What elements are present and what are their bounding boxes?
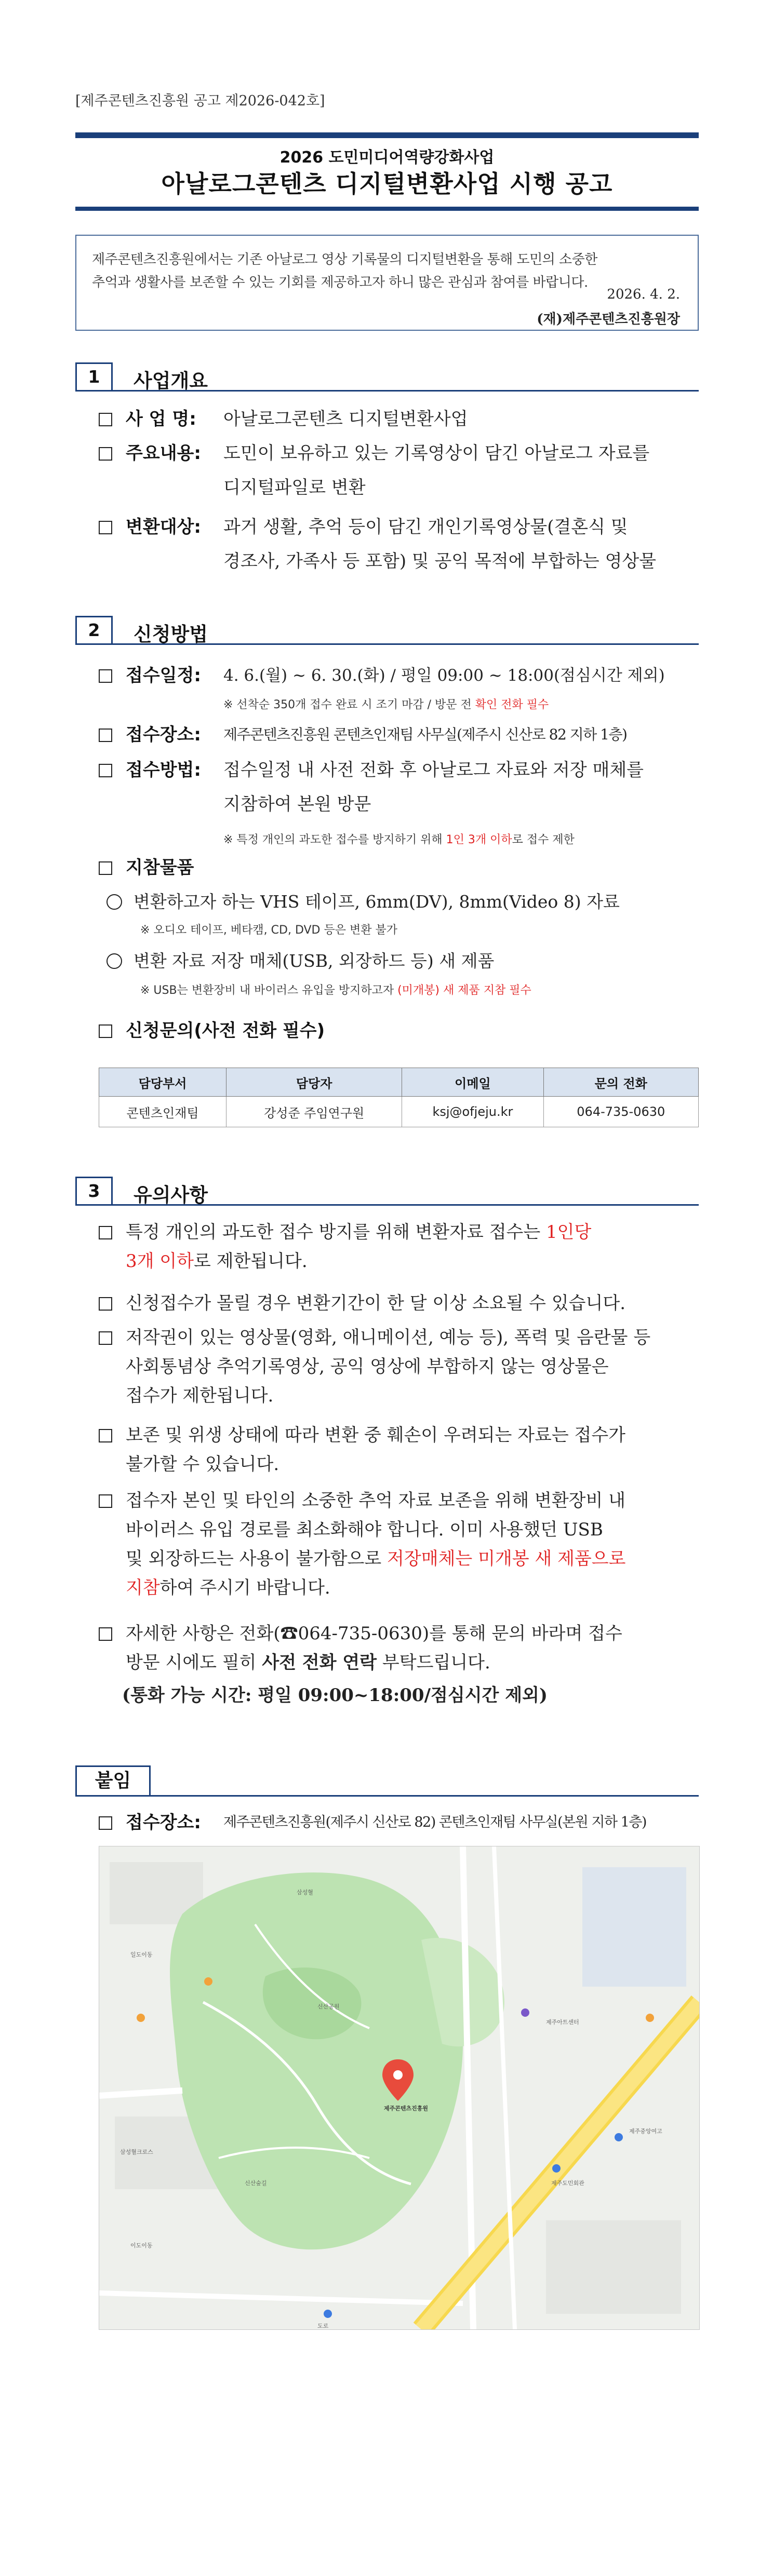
map-label: 이도이동 <box>130 2242 153 2249</box>
circle-bullet-icon <box>106 894 122 910</box>
checkbox-icon <box>99 1816 112 1830</box>
attachment-place-value: 제주콘텐츠진흥원(제주시 신산로 82) 콘텐츠인재팀 사무실(본원 지하 1층) <box>223 1814 646 1830</box>
section-2-number: 2 <box>75 616 113 645</box>
s1-item-target-value: 과거 생활, 추억 등이 담긴 개인기록영상물(결혼식 및 <box>223 517 628 537</box>
s2-inquiry-label: 신청문의(사전 전화 필수) <box>126 1020 325 1041</box>
map-label: 일도이동 <box>130 1951 153 1958</box>
checkbox-icon <box>99 1297 112 1311</box>
title-bar-bottom <box>75 207 699 211</box>
s3-item-1: 특정 개인의 과도한 접수 방지를 위해 변환자료 접수는 1인당 3개 이하로 제한됩니다. <box>99 1218 699 1285</box>
s1-item-content-label: 주요내용: <box>126 443 201 464</box>
checkbox-icon <box>99 764 112 777</box>
checkbox-icon <box>99 861 112 875</box>
attachment-place-label: 접수장소: <box>126 1812 201 1833</box>
document-page: [제주콘텐츠진흥원 공고 제2026-042호] 2026 도민미디어역량강화사업 아날로그콘텐츠 디지털변환사업 시행 공고 제주콘텐츠진흥원에서는 기존 아날로그 영상 기록물의 디지털변환을 통해 도민의 소중한 추억과 생활사를 보존할 수 있는 기회를 제공하고자 하니 많은 관심과 참여를 바랍니다. 2026. 4. 2. (재)제주콘텐츠진흥원장 1 사업개요 사 업 명: 아날로그콘텐츠 디지털변환사업 주요내용: 도민이 보유하고 있는 기록영상이 담긴 아날로그 자료를 디지털파일로 변환 변환대상: 과거 생활, 추억 등이 담긴 개인기록영상물(결혼식 및 경조사, 가족사 등 포함) 및 공익 목적에 부합하는 영상물 2 신청방법 접수일정: 4. 6.(월) ~ 6. 30.(화) / 평일 09:00 ~ 18:00(점심시간 제외) ※ 선착순 350개 접수 완료 시 조기 마감 / 방문 전 확인 전화 필수 접수장소: 제주콘텐츠진흥원 콘텐츠인재팀 사무실(제주시 신산로 82 지하 1층) 접수방법: 접수일정 내 사전 전화 후 아날로그 자료와 저장 매체를 지참하여 본원 방문 ※ 특정 개인의 과도한 접수를 방지하기 위해 1인 3개 이하로 접수 제한 지참물품 변환하고자 하는 VHS 테이프, 6mm(DV), 8mm(Video 8) 자료 ※ 오디오 테이프, 베타캠, CD, DVD 등은 변환 불가 변환 자료 저장 매체(USB, 외장하드 등) 새 제품 ※ USB는 변환장비 내 바이러스 유입을 방지하고자 (미개봉) 새 제품 지참 필수 신청문의(사전 전화 필수) 담당부서 담당자 이메일 문의 전화 콘텐츠인재팀 강성준 주임연구원 ksj@ofjeju.kr 064-735-0630 3 유의사항 특정 개인의 과도한 접수 방지를 위해 변환자료 접수는 1인당 3개 이하로 제한됩니다. 신청접수가 몰릴 경우 변환기간이 한 달 이상 소요될 수 있습니다. 저작권이 있는 영상물(영화, 애니메이션, 예능 등), 폭력 및 음란물 등 사회통념상 추억기록영상, 공익 영상에 부합하지 않는 영상물은 접수가 제한됩니다. 보존 및 위생 상태에 따라 변환 중 훼손이 우려되는 자료는 접수가 불가할 수 있습니다. 접수자 본인 및 타인의 소중한 추억 자료 보존을 위해 변환장비 내 바이러스 유입 경로를 최소화해야 합니다. 이미 사용했던 USB 및 외장하드는 사용이 불가함으로 저장매체는 미개봉 새 제품으로 지참하여 주시기 바랍니다. 자세한 사항은 전화(☎064-735-0630)를 통해 문의 바라며 접수 방문 시에도 필히 사전 전화 연락 부탁드립니다. (통화 가능 시간: 평일 09:00~18:00/점심시간 제외) 붙임 접수장소: 제주콘텐츠진흥원(제주시 신산로 82) 콘텐츠인재팀 사무실(본원 지하 1층) 제주콘텐츠진흥원 삼성혈 신산공원 제주아트센터 일도이동 제주중앙여고 신산숲길 삼성혈크로스 제주도민회관 이도이동 도로 <box>0 0 773 2576</box>
s2-method-note: ※ 특정 개인의 과도한 접수를 방지하기 위해 1인 3개 이하로 접수 제한 <box>223 833 575 846</box>
page-title: 아날로그콘텐츠 디지털변환사업 시행 공고 <box>161 170 613 198</box>
intro-line-1: 제주콘텐츠진흥원에서는 기존 아날로그 영상 기록물의 디지털변환을 통해 도민의 소중한 <box>92 252 597 267</box>
s2-method-cont: 지참하여 본원 방문 <box>223 794 371 815</box>
checkbox-icon <box>99 1024 112 1038</box>
table-cell-dept: 콘텐츠인재팀 <box>99 1097 226 1127</box>
checkbox-icon <box>99 729 112 742</box>
intro-line-2: 추억과 생활사를 보존할 수 있는 기회를 제공하고자 하니 많은 관심과 참여를 바랍니다. <box>92 275 588 290</box>
map-label: 삼성혈크로스 <box>120 2149 153 2155</box>
checkbox-icon <box>99 413 112 426</box>
table-row <box>99 1097 699 1127</box>
s1-item-content-cont: 디지털파일로 변환 <box>223 477 366 498</box>
section-1-title: 사업개요 <box>134 370 208 392</box>
attachment-header <box>75 1765 699 1798</box>
map-label: 도로 <box>317 2323 329 2329</box>
map-label: 제주도민회관 <box>551 2180 584 2187</box>
circle-bullet-icon <box>106 953 122 969</box>
intro-org: (재)제주콘텐츠진흥원장 <box>537 312 680 327</box>
section-3-number: 3 <box>75 1177 113 1206</box>
location-map[interactable] <box>99 1846 700 2330</box>
attachment-title: 붙임 <box>75 1765 151 1797</box>
checkbox-icon <box>99 1331 112 1345</box>
table-cell-email: ksj@ofjeju.kr <box>402 1097 543 1127</box>
map-label: 신산공원 <box>317 2003 340 2010</box>
section-2-rule <box>113 643 699 645</box>
section-3-header <box>75 1177 699 1207</box>
s2-place-value: 제주콘텐츠진흥원 콘텐츠인재팀 사무실(제주시 신산로 82 지하 1층) <box>223 726 627 743</box>
intro-box <box>75 235 699 331</box>
map-label: 신산숲길 <box>245 2180 267 2187</box>
s2-bring-note-2: ※ USB는 변환장비 내 바이러스 유입을 방지하고자 (미개봉) 새 제품 지참 필수 <box>140 984 531 997</box>
section-3-rule <box>113 1204 699 1206</box>
s1-item-target-cont: 경조사, 가족사 등 포함) 및 공익 목적에 부합하는 영상물 <box>223 551 657 572</box>
s2-bring-item-1: 변환하고자 하는 VHS 테이프, 6mm(DV), 8mm(Video 8) 자료 <box>106 889 620 915</box>
map-label: 제주중앙여고 <box>629 2128 662 2135</box>
section-1-header <box>75 362 699 393</box>
checkbox-icon <box>99 521 112 534</box>
table-header: 문의 전화 <box>543 1068 698 1097</box>
table-header: 담당자 <box>226 1068 402 1097</box>
intro-date: 2026. 4. 2. <box>607 287 680 302</box>
section-3-title: 유의사항 <box>134 1184 208 1206</box>
table-header: 이메일 <box>402 1068 543 1097</box>
table-header-row <box>99 1068 699 1097</box>
section-1-rule <box>113 390 699 392</box>
s1-item-name-value: 아날로그콘텐츠 디지털변환사업 <box>223 409 468 429</box>
map-canvas <box>99 1846 699 2329</box>
s2-method-value: 접수일정 내 사전 전화 후 아날로그 자료와 저장 매체를 <box>223 760 644 780</box>
checkbox-icon <box>99 447 112 461</box>
map-label: 삼성혈 <box>297 1889 313 1896</box>
table-cell-person: 강성준 주임연구원 <box>226 1097 402 1127</box>
checkbox-icon <box>99 1627 112 1641</box>
s2-schedule-note: ※ 선착순 350개 접수 완료 시 조기 마감 / 방문 전 확인 전화 필수 <box>223 698 549 711</box>
table-cell-phone: 064-735-0630 <box>543 1097 698 1127</box>
section-1-number: 1 <box>75 362 113 392</box>
attachment-rule <box>151 1795 699 1797</box>
s2-method-label: 접수방법: <box>126 760 201 780</box>
s1-item-target-label: 변환대상: <box>126 517 201 537</box>
s1-item-name-label: 사 업 명: <box>126 409 196 429</box>
contact-table <box>99 1068 699 1127</box>
doc-number: [제주콘텐츠진흥원 공고 제2026-042호] <box>75 93 325 109</box>
checkbox-icon <box>99 669 112 683</box>
checkbox-icon <box>99 1494 112 1508</box>
section-2-header <box>75 616 699 646</box>
s2-place-label: 접수장소: <box>126 724 201 745</box>
section-2-title: 신청방법 <box>134 623 208 645</box>
s2-bring-item-2: 변환 자료 저장 매체(USB, 외장하드 등) 새 제품 <box>106 948 494 974</box>
s2-schedule-value: 4. 6.(월) ~ 6. 30.(화) / 평일 09:00 ~ 18:00(점심시간 제외) <box>223 666 665 685</box>
map-pin-label: 제주콘텐츠진흥원 <box>384 2105 429 2112</box>
title-bar-top <box>75 132 699 138</box>
checkbox-icon <box>99 1429 112 1442</box>
checkbox-icon <box>99 1226 112 1239</box>
map-label: 제주아트센터 <box>546 2019 579 2026</box>
s3-item-6-hours: (통화 가능 시간: 평일 09:00~18:00/점심시간 제외) <box>122 1685 548 1706</box>
s2-bring-label: 지참물품 <box>126 857 194 878</box>
table-header: 담당부서 <box>99 1068 226 1097</box>
s1-item-content-value: 도민이 보유하고 있는 기록영상이 담긴 아날로그 자료를 <box>223 443 650 464</box>
s2-bring-note-1: ※ 오디오 테이프, 베타캠, CD, DVD 등은 변환 불가 <box>140 924 397 937</box>
title-sub: 2026 도민미디어역량강화사업 <box>279 149 495 167</box>
s2-schedule-label: 접수일정: <box>126 665 201 686</box>
